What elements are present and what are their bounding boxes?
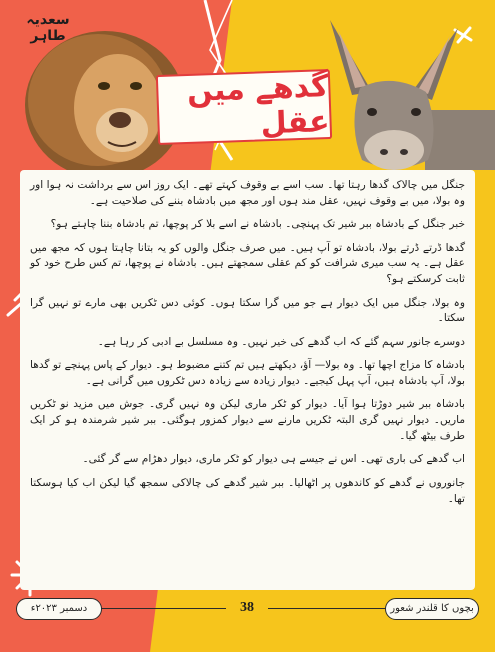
paragraph: اب گدھے کی باری تھی۔ اس نے جیسے ہی دیوار کو ٹکر ماری، دیوار دھڑام سے گر گئی۔ [82,453,465,466]
magazine-name: بچوں کا قلندر شعور [385,598,479,620]
issue-date: دسمبر ۲۰۲۳ء [16,598,102,620]
page-footer [0,596,495,622]
paragraph: وہ بولا، جنگل میں ایک دیوار ہے جو میں گرا سکتا ہوں۔ کوئی دس ٹکریں بھی مارے تو نہیں گرا سکتا۔ [30,296,465,325]
paragraph: گدھا ڈرتے ڈرتے بولا، بادشاہ تو آپ ہیں۔ میں صرف جنگل والوں کو یہ بتانا چاہتا ہوں کہ مجھ میں عقل ہے۔ یہ سب میری شرافت کو کم عقلی سمجھتے ہیں۔ بادشاہ نے پوچھا، تم کس طرح خود کو ثابت کرسکتے ہو؟ [30,241,465,286]
story-body [30,178,465,515]
paragraph: جانوروں نے گدھے کو کاندھوں پر اٹھالیا۔ ببر شیر گدھے کی چالاکی سمجھ گیا لیکن اب کیا ہوسکتا تھا۔ [30,476,465,505]
paragraph: خبر جنگل کے بادشاہ ببر شیر تک پہنچی۔ بادشاہ نے اسے بلا کر پوچھا، تم بادشاہ بننا چاہتے ہو؟ [50,218,465,231]
author-name: سعدیہ طاہر [26,12,70,44]
story-title-box [156,69,332,145]
paragraph: دوسرے جانور سہم گئے کہ اب گدھے کی خیر نہیں۔ وہ مسلسل بے ادبی کر رہا ہے۔ [97,335,465,348]
paragraph: بادشاہ کا مزاج اچھا تھا۔ وہ بولا— آؤ، دیکھتے ہیں تم کتنے مضبوط ہو۔ دیوار کے پاس پہنچے تو گدھا بولا، آپ بادشاہ ہیں، آپ پہل کیجیے۔ دیوار زیادہ سے زیادہ دس ٹکروں میں گرانی ہے۔ [30,359,465,387]
paragraph: جنگل میں چالاک گدھا رہتا تھا۔ سب اسے بے وقوف کہتے تھے۔ ایک روز اس سے برداشت نہ ہوا اور وہ بولا، میں بے وقوف نہیں، عقل مند ہوں اور مجھ میں بادشاہ بننے کی صلاحیت ہے۔ [30,179,465,207]
paragraph: بادشاہ ببر شیر دوڑتا ہوا آیا۔ دیوار کو ٹکر ماری لیکن وہ نہیں گری۔ جوش میں مزید نو ٹکریں ماریں۔ دیوار نہیں گری البتہ ٹکریں مارنے سے دیوار کمزور ہوگئی۔ ببر شیر شرمندہ ہو کر ایک طرف بیٹھ گیا۔ [30,398,465,442]
page-number: 38 [226,598,268,618]
story-title: گدھے میں عقل [186,69,331,142]
